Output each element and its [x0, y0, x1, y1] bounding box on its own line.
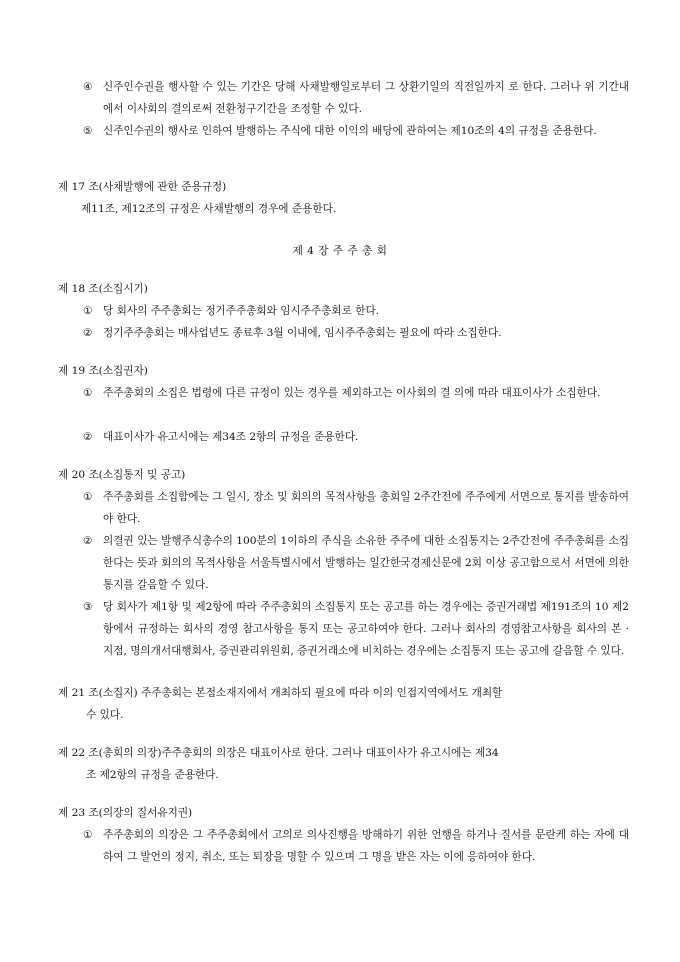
article-22-line2: 조 제2항의 규정을 준용한다. [86, 769, 219, 781]
clause-text: 주주총회의 소집은 법령에 다른 규정이 있는 경우를 제외하고는 이사회의 결 의에 따라 대표이사가 소집한다. [103, 387, 601, 399]
clause-text: 주주총회의 의장은 그 주주총회에서 고의로 의사진행을 방해하기 위한 언행을 하거나 질서를 문란케 하는 자에 대하여 그 발언의 정지, 취소, 또는 퇴장을 명할 수 있으며 그 명을 받은 자는 이에 응하여야 한다. [103, 829, 629, 863]
article-17-body: 제11조, 제12조의 규정은 사채발행의 경우에 준용한다. [81, 203, 337, 215]
clause-text: 의결권 있는 발행주식총수의 100분의 1이하의 주식을 소유한 주주에 대한 소집통지는 2주간전에 주주총회를 소집한다는 뜻과 회의의 목적사항을 서울특별시에서 발행하는 일간한국경제신문에 2회 이상 공고함으로서 서면에 의한 통지를 갈음할 수 있다. [103, 535, 629, 591]
chapter-title: 제 4 장 주 주 총 회 [292, 245, 388, 257]
clause-text: 주주총회를 소집함에는 그 일시, 장소 및 회의의 목적사항을 총회일 2주간전에 주주에게 서면으로 통지를 발송하여야 한다. [103, 491, 629, 525]
article-20-heading: 제 20 조(소집통지 및 공고) [58, 469, 186, 481]
clause-text: 신주인수권의 행사로 인하여 발행하는 주식에 대한 이익의 배당에 관하여는 제10조의 4의 규정을 준용한다. [103, 125, 597, 137]
clause-number: ① [83, 829, 93, 841]
clause-19-2 [83, 426, 629, 448]
clause-number: ③ [83, 601, 93, 613]
clause-number: ② [83, 327, 93, 339]
clause-18-1 [83, 300, 629, 322]
clause-number: ② [83, 431, 93, 443]
article-23-heading: 제 23 조(의장의 질서유지권) [58, 807, 193, 819]
article-21-line2: 수 있다. [86, 709, 124, 721]
article-17-heading: 제 17 조(사채발행에 관한 준용규정) [58, 181, 227, 193]
clause-text: 당 회사의 주주총회는 정기주주총회와 임시주주총회로 한다. [103, 305, 380, 317]
clause-18-2 [83, 322, 629, 344]
clause-20-1 [83, 486, 629, 530]
clause-number: ① [83, 387, 93, 399]
clause-16-4 [83, 76, 629, 120]
article-21 [58, 682, 640, 726]
clause-text: 신주인수권을 행사할 수 있는 기간은 당해 사채발행일로부터 그 상환기일의 직전일까지 로 한다. 그러나 위 기간내에서 이사회의 결의로써 전환청구기간을 조정할 수 있다. [103, 81, 629, 115]
clause-20-3 [83, 596, 629, 662]
clause-20-2 [83, 530, 629, 596]
article-22-line1: 제 22 조(총회의 의장)주주총회의 의장은 대표이사로 한다. 그러나 대표이사가 유고시에는 제34 [58, 747, 499, 759]
clause-23-1 [83, 824, 629, 868]
clause-text: 당 회사가 제1항 및 제2항에 따라 주주총회의 소집통지 또는 공고를 하는 경우에는 증권거래법 제191조의 10 제2항에서 규정하는 회사의 경영 참고사항을 통지 또는 공고하여야 한다. 그러나 회사의 경영참고사항을 회사의 본 · 지점, 명의개서대행회사, 증권관리위원회, 증권거래소에 비치하는 경우에는 소집통지 또는 공고에 갈음할 수 있다. [103, 601, 629, 657]
clause-number: ① [83, 305, 93, 317]
clause-16-5 [83, 120, 629, 142]
article-18-heading: 제 18 조(소집시기) [58, 283, 148, 295]
clause-text: 대표이사가 유고시에는 제34조 2항의 규정을 준용한다. [103, 431, 359, 443]
clause-number: ② [83, 535, 93, 547]
article-21-line1: 제 21 조(소집지) 주주총회는 본점소재지에서 개최하되 필요에 따라 이의 인접지역에서도 개최할 [58, 687, 503, 699]
clause-text: 정기주주총회는 매사업년도 종료후 3월 이내에, 임시주주총회는 필요에 따라 소집한다. [103, 327, 502, 339]
clause-number: ① [83, 491, 93, 503]
clause-19-1 [83, 382, 629, 404]
article-19-heading: 제 19 조(소집권자) [58, 365, 148, 377]
clause-number: ⑤ [83, 125, 93, 137]
article-22 [58, 742, 640, 786]
clause-number: ④ [83, 81, 93, 93]
